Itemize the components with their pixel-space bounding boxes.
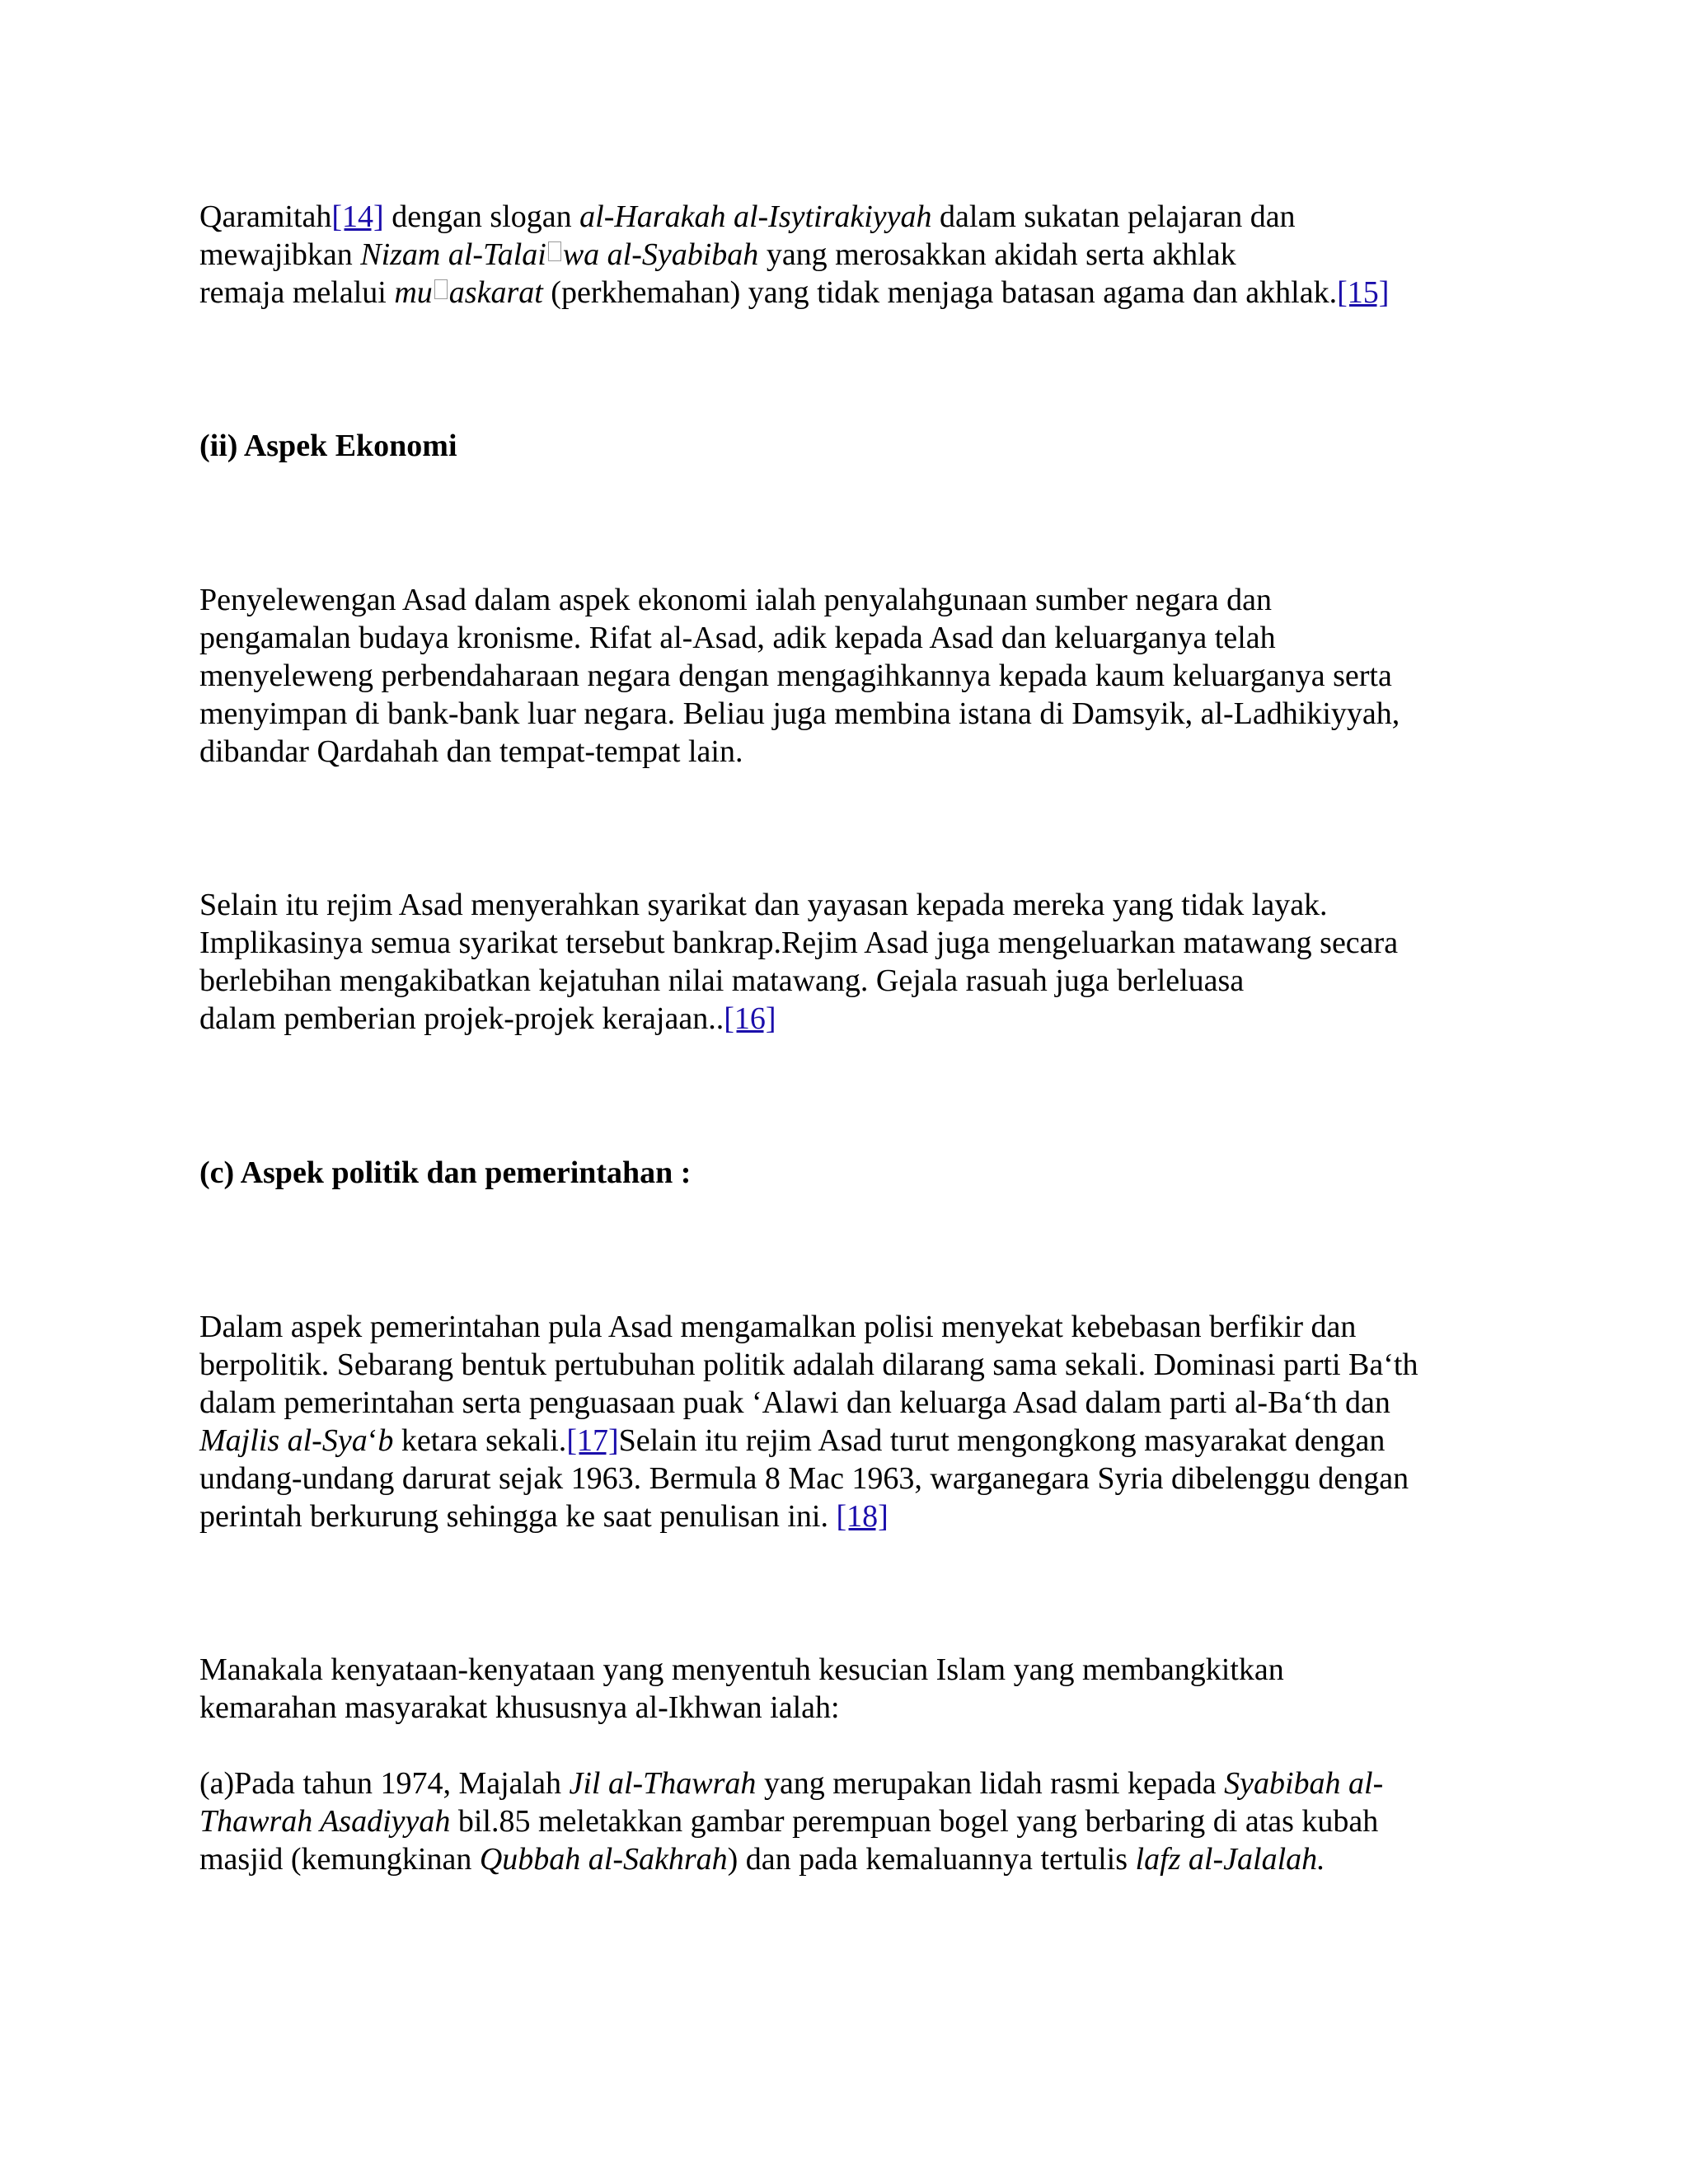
text: dengan slogan [383, 199, 580, 234]
text: perintah berkurung sehingga ke saat penulisan ini. [199, 1499, 837, 1534]
italic-term: Nizam al-Talai [360, 237, 546, 272]
text: bil.85 meletakkan gambar perempuan bogel yang berbaring di atas kubah [450, 1804, 1379, 1839]
text-line: menyeleweng perbendaharaan negara dengan mengagihkannya kepada kaum keluarganya serta [199, 658, 1392, 693]
footnote-link-14[interactable]: [14] [331, 199, 384, 234]
text-line: berpolitik. Sebarang bentuk pertubuhan politik adalah dilarang sama sekali. Dominasi parti Ba‘th [199, 1347, 1418, 1382]
text: mewajibkan [199, 237, 361, 272]
footnote-link-17[interactable]: [17] [566, 1423, 619, 1458]
text-line: kemarahan masyarakat khususnya al-Ikhwan ialah: [199, 1690, 840, 1725]
text-line [199, 1000, 1518, 1038]
text-line [199, 1497, 1518, 1535]
italic-term: mu [394, 275, 433, 310]
text-line [199, 236, 1518, 274]
paragraph-rejim [199, 886, 1518, 1038]
italic-term: Syabibah al- [1224, 1766, 1384, 1801]
italic-term: Thawrah Asadiyyah [199, 1804, 451, 1839]
text: ketara sekali. [393, 1423, 567, 1458]
text-line: undang-undang darurat sejak 1963. Bermula 8 Mac 1963, warganegara Syria dibelenggu dengan [199, 1461, 1409, 1496]
text-line [199, 1765, 1518, 1802]
text: Selain itu rejim Asad turut mengongkong masyarakat dengan [618, 1423, 1386, 1458]
text-line: dibandar Qardahah dan tempat-tempat lain. [199, 734, 743, 769]
italic-term: Qubbah al-Sakhrah [479, 1842, 728, 1877]
italic-term: Majlis al-Sya [199, 1423, 368, 1458]
paragraph-qaramitah [199, 198, 1518, 312]
text-line [199, 274, 1518, 312]
text-line: Manakala kenyataan-kenyataan yang menyentuh kesucian Islam yang membangkitkan [199, 1652, 1284, 1687]
text-line: menyimpan di bank-bank luar negara. Beliau juga membina istana di Damsyik, al-Ladhikiyyah, [199, 696, 1400, 731]
text-line [199, 198, 1518, 236]
italic-term: Jil al-Thawrah [569, 1766, 757, 1801]
heading-text: (ii) Aspek Ekonomi [199, 429, 457, 463]
footnote-link-16[interactable]: [16] [724, 1001, 776, 1036]
text: dalam sukatan pelajaran dan [931, 199, 1296, 234]
italic-term: lafz al-Jalalah. [1135, 1842, 1325, 1877]
text-line: pengamalan budaya kronisme. Rifat al-Asad, adik kepada Asad dan keluarganya telah [199, 621, 1276, 655]
text: ‘ [367, 1423, 378, 1458]
text-line: berlebihan mengakibatkan kejatuhan nilai matawang. Gejala rasuah juga berleluasa [199, 963, 1245, 998]
text-line [199, 1422, 1518, 1460]
missing-glyph-box [434, 279, 448, 299]
text-line [199, 1840, 1518, 1878]
text-line: dalam pemerintahan serta penguasaan puak ‘Alawi dan keluarga Asad dalam parti al-Ba‘th dan [199, 1385, 1390, 1420]
text-line: Selain itu rejim Asad menyerahkan syarikat dan yayasan kepada mereka yang tidak layak. [199, 888, 1328, 922]
heading-aspek-ekonomi [199, 427, 1518, 465]
text-line [199, 1802, 1518, 1840]
italic-term: wa al-Syabibah [562, 237, 759, 272]
text-line: Implikasinya semua syarikat tersebut bankrap.Rejim Asad juga mengeluarkan matawang secara [199, 926, 1399, 960]
paragraph-kenyataan [199, 1651, 1518, 1727]
text: yang merupakan lidah rasmi kepada [756, 1766, 1225, 1801]
text: (a)Pada tahun 1974, Majalah [199, 1766, 570, 1801]
paragraph-pemerintahan [199, 1308, 1518, 1535]
italic-term: b [377, 1423, 394, 1458]
italic-term: askarat [448, 275, 543, 310]
footnote-link-18[interactable]: [18] [836, 1499, 889, 1534]
italic-term: al-Harakah al-Isytirakiyyah [579, 199, 932, 234]
text: yang merosakkan akidah serta akhlak [758, 237, 1236, 272]
heading-text: (c) Aspek politik dan pemerintahan : [199, 1155, 692, 1190]
text: Qaramitah [199, 199, 332, 234]
text-line: Dalam aspek pemerintahan pula Asad mengamalkan polisi menyekat kebebasan berfikir dan [199, 1310, 1357, 1344]
footnote-link-15[interactable]: [15] [1337, 275, 1390, 310]
text-line: Penyelewengan Asad dalam aspek ekonomi ialah penyalahgunaan sumber negara dan [199, 583, 1273, 617]
missing-glyph-box [548, 241, 561, 261]
text: ) dan pada kemaluannya tertulis [727, 1842, 1136, 1877]
text: (perkhemahan) yang tidak menjaga batasan agama dan akhlak. [542, 275, 1338, 310]
text: masjid (kemungkinan [199, 1842, 480, 1877]
heading-aspek-politik [199, 1154, 1518, 1192]
text: remaja melalui [199, 275, 395, 310]
text: dalam pemberian projek-projek kerajaan.. [199, 1001, 724, 1036]
paragraph-ekonomi [199, 581, 1518, 771]
paragraph-item-a [199, 1765, 1518, 1878]
